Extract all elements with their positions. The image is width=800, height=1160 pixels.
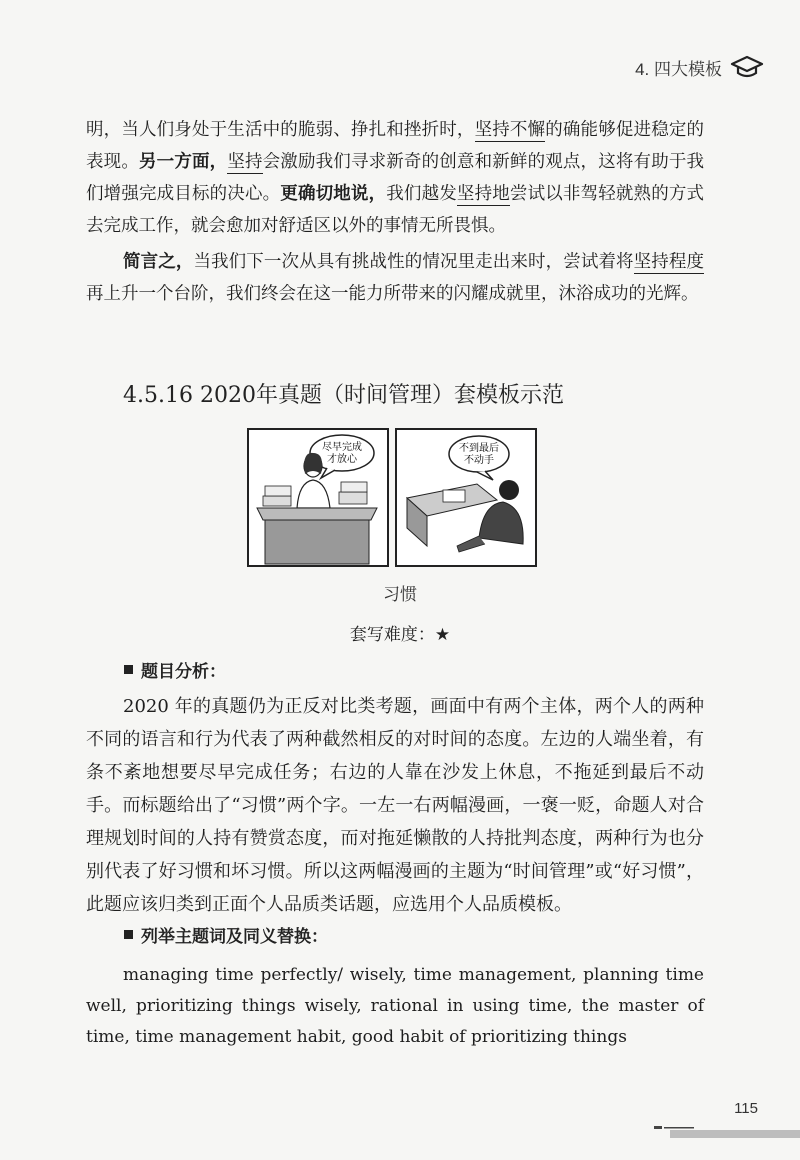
vocab-paragraph: managing time perfectly/ wisely, time management, planning time well, prioritizing things wisely, rational in using time, the master of time, time management habit, good habit of prioritizing things (86, 965, 704, 1047)
page-number: 115 (734, 1100, 758, 1117)
bold-connector: 另一方面， (139, 152, 228, 172)
bold-connector: 更确切地说， (280, 184, 387, 204)
text-run: 会激励我们寻求新奇的创意和新鲜的观点，这将有助于我们增强完成目标的决心。 (86, 152, 705, 204)
right-bubble-text-2: 不动手 (464, 455, 494, 466)
star-icon: ★ (434, 625, 451, 644)
comic-illustration (247, 428, 537, 568)
text-run: 明，当人们身处于生活中的脆弱、挣扎和挫折时， (86, 120, 475, 140)
paragraph-conclusion (86, 246, 704, 310)
analysis-paragraph: 2020 年的真题仍为正反对比类考题，画面中有两个主体，两个人的两种不同的语言和行为代表了两种截然相反的对时间的态度。左边的人端坐着，有条不紊地想要尽早完成任务；右边的人靠在沙发上休息，不拖延到最后不动手。而标题给出了“习惯”两个字。一左一右两幅漫画，一褒一贬，命题人对合理规划时间的人持有赞赏态度，而对拖延懒散的人持批判态度，两种行为也分别代表了好习惯和坏习惯。所以这两幅漫画的主题为“时间管理”或“好习惯”，此题应该归类到正面个人品质类话题，应选用个人品质模板。 (86, 696, 704, 915)
underlined-keyword: 坚持程度 (633, 252, 704, 272)
left-bubble-text-1: 尽早完成 (322, 442, 362, 453)
text-run: 尝试以非驾轻就熟的方式去完成工作，就会愈加对舒适区以外的事情无所畏惧。 (86, 184, 705, 236)
text-run: 再上升一个台阶，我们终会在这一能力所带来的闪耀成就里，沐浴成功的光辉。 (86, 284, 699, 304)
analysis-heading (124, 657, 226, 682)
section-title: 4.5.16 2020年真题（时间管理）套模板示范 (123, 383, 564, 408)
bold-connector: 简言之， (123, 252, 194, 272)
chapter-title: 4. 四大模板 (635, 59, 722, 79)
heading-text: 题目分析： (141, 662, 226, 681)
vocab-heading (124, 922, 328, 947)
right-bubble-text-1: 不到最后 (459, 443, 499, 454)
graduation-cap-icon (730, 54, 764, 80)
heading-text: 列举主题词及同义替换： (141, 927, 328, 946)
square-bullet-icon (124, 930, 133, 939)
difficulty-label: 套写难度： (349, 625, 435, 644)
footer-decoration (650, 1124, 800, 1138)
underlined-keyword: 坚持不懈 (474, 120, 546, 140)
underlined-keyword: 坚持 (227, 152, 263, 172)
text-run: 我们越发 (386, 184, 457, 204)
text-run: 当我们下一次从具有挑战性的情况里走出来时，尝试着将 (193, 252, 634, 272)
left-bubble-text-2: 才放心 (327, 454, 357, 465)
paragraph-persistence (86, 114, 704, 242)
comic-caption: 习惯 (383, 585, 417, 604)
difficulty-rating (0, 620, 800, 645)
square-bullet-icon (124, 665, 133, 674)
text-run: 的确能够促进稳定的表现。 (86, 120, 705, 172)
underlined-keyword: 坚持地 (456, 184, 510, 204)
running-header (635, 52, 764, 82)
